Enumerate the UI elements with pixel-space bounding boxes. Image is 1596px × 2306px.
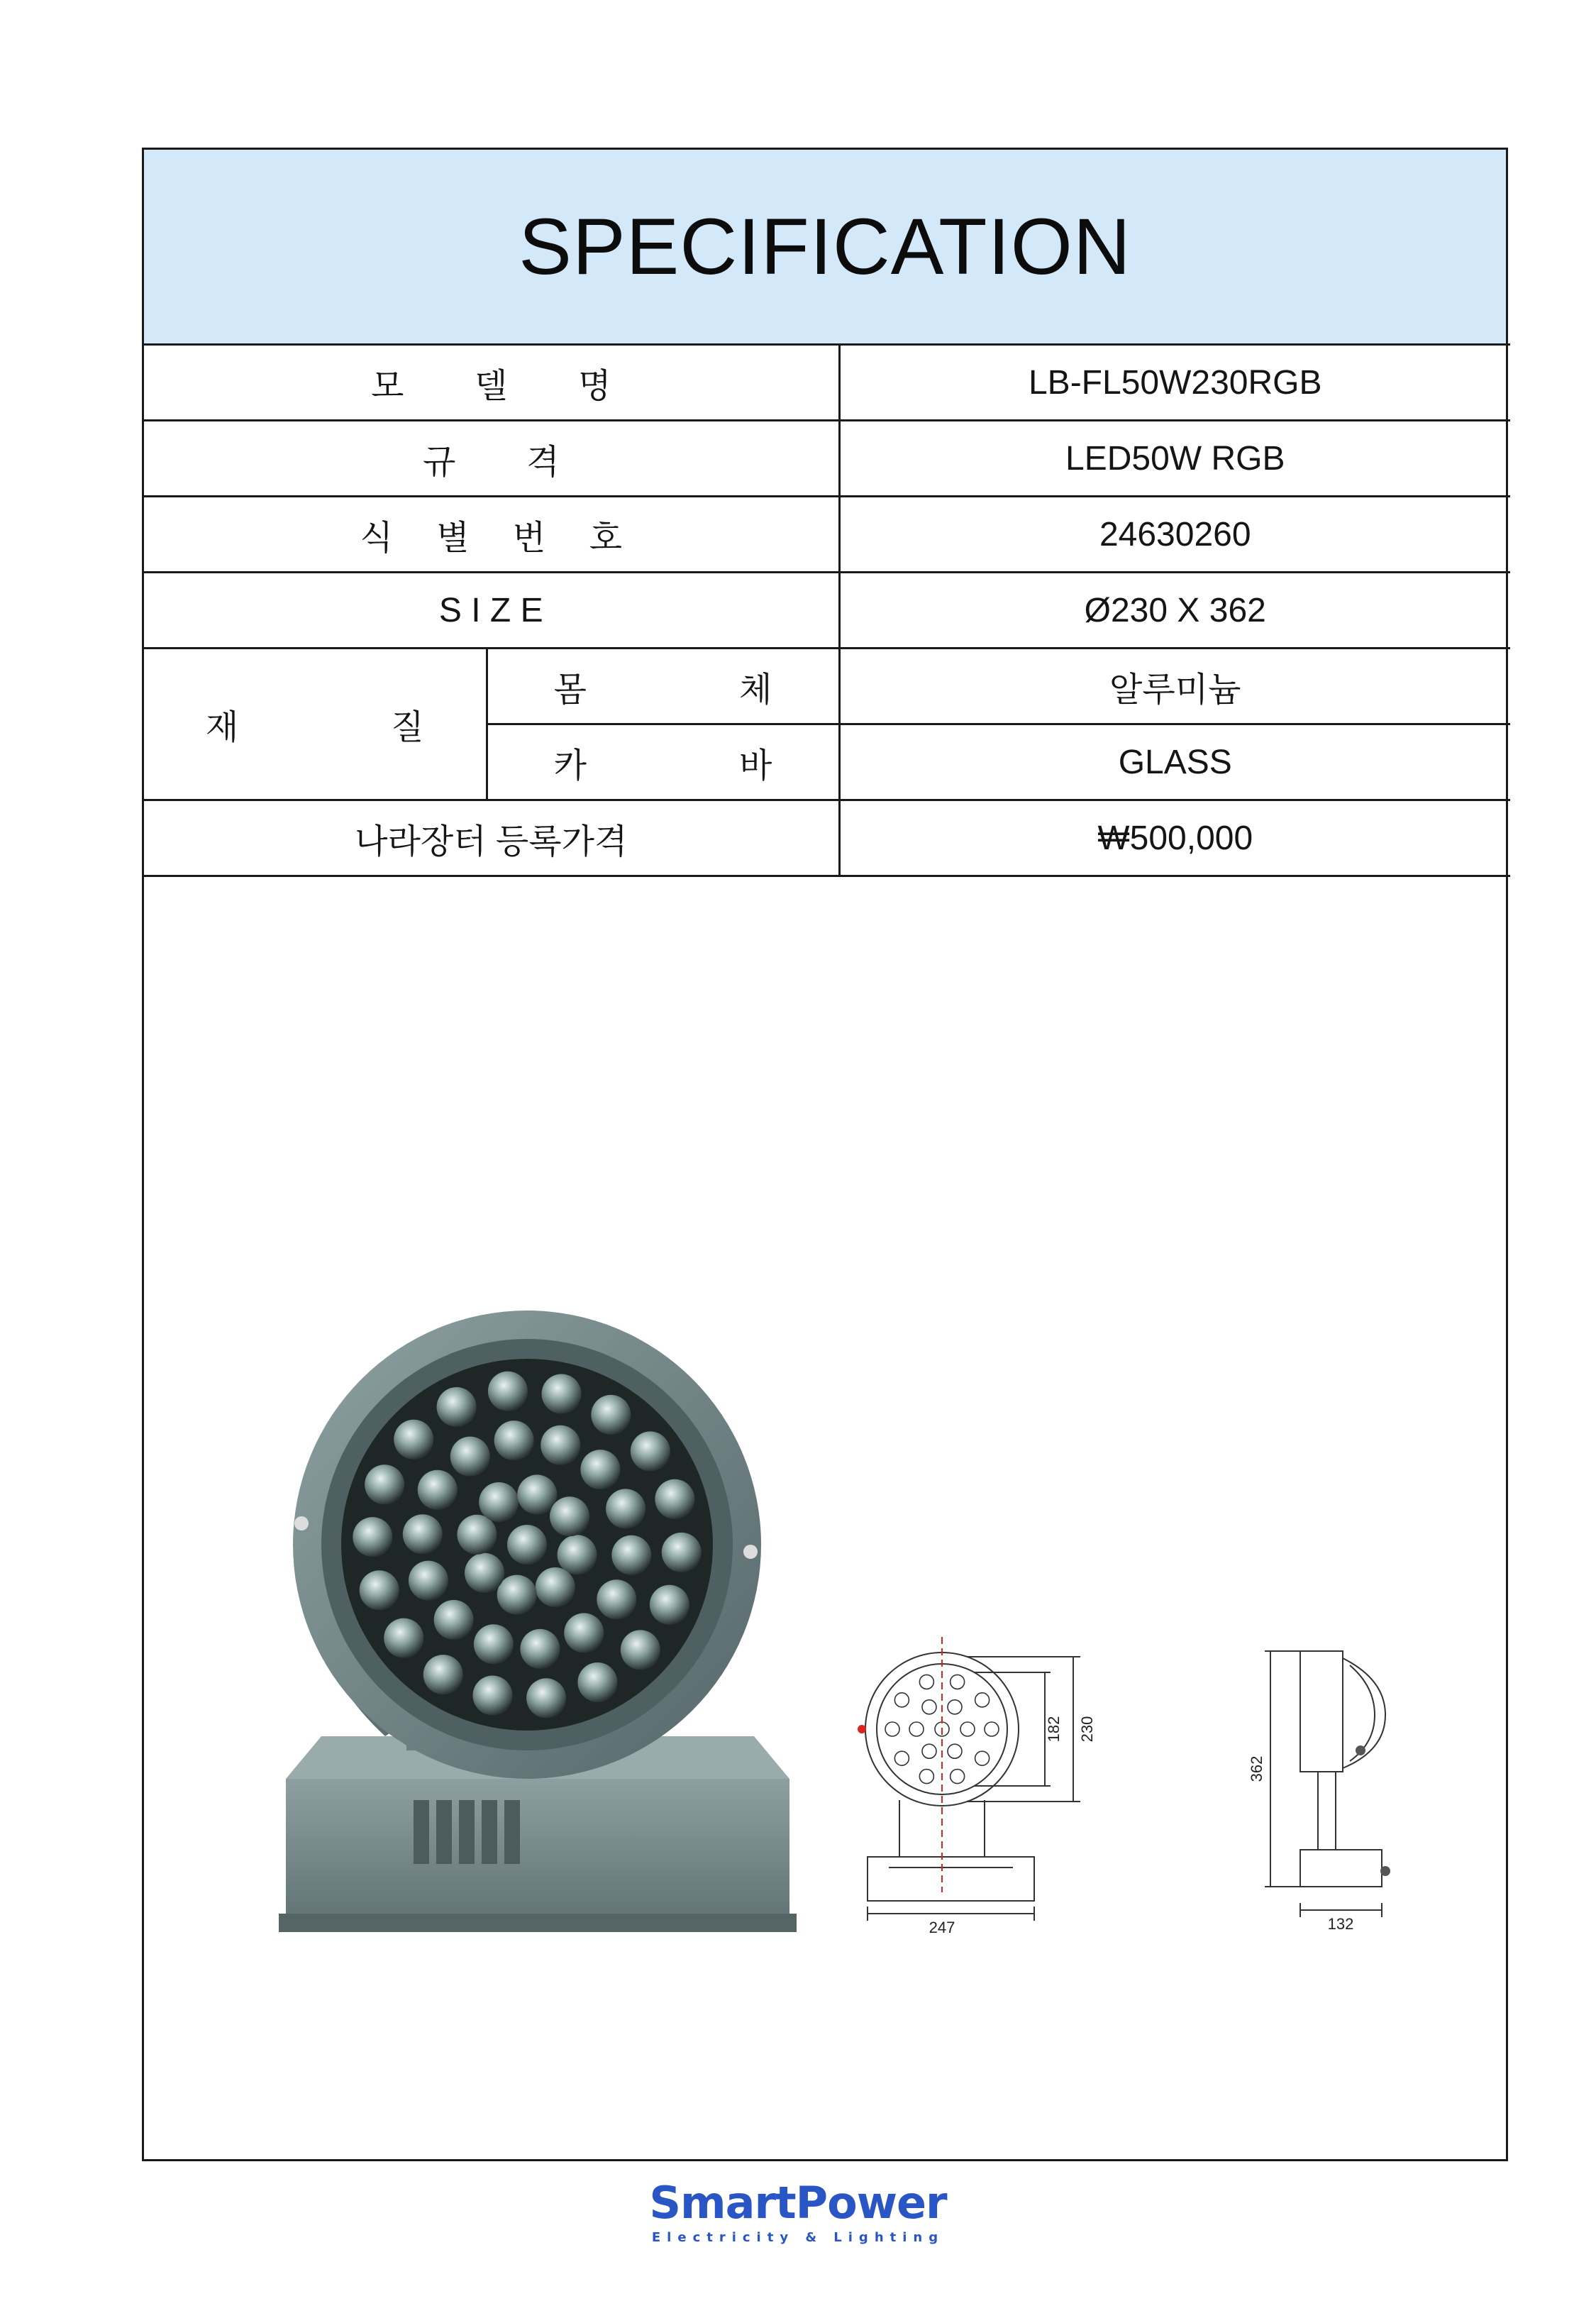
led-lens [606, 1489, 645, 1528]
led-lens [494, 1420, 534, 1460]
size-label: S I Z E [144, 573, 839, 649]
material-label: 재 질 [144, 649, 487, 800]
led-lens [541, 1425, 580, 1465]
model-label: 모 델 명 [144, 345, 839, 421]
led-lens [526, 1678, 566, 1718]
brand-tagline: Electricity & Lighting [651, 2230, 945, 2245]
led-hole [894, 1693, 909, 1707]
brand-logo [0, 2177, 1596, 2245]
led-lens [365, 1464, 404, 1504]
led-lens [450, 1437, 490, 1477]
led-lens [517, 1474, 557, 1514]
led-hole [985, 1722, 999, 1736]
body-label: 몸 체 [487, 649, 839, 724]
side-width-label: 132 [1327, 1915, 1354, 1933]
led-lens [662, 1533, 702, 1572]
led-hole [919, 1675, 933, 1689]
brand-name: SmartPower [649, 2177, 947, 2229]
spec-label: 규 격 [144, 421, 839, 497]
led-lens [479, 1482, 519, 1522]
image-area [144, 1041, 1506, 2162]
id-number-value: 24630260 [839, 497, 1510, 573]
led-lens [465, 1553, 504, 1593]
table-row [144, 497, 1510, 573]
spec-sheet [142, 148, 1508, 2161]
led-lens [353, 1517, 392, 1557]
led-hole [960, 1722, 975, 1736]
cover-value: GLASS [839, 724, 1510, 800]
table-row [144, 345, 1510, 421]
led-lens [631, 1431, 670, 1471]
cover-label: 카 바 [487, 724, 839, 800]
model-value: LB-FL50W230RGB [839, 345, 1510, 421]
table-row [144, 573, 1510, 649]
led-lens [611, 1535, 651, 1575]
body-value: 알루미늄 [839, 649, 1510, 724]
led-lens [472, 1676, 512, 1716]
led-hole [951, 1770, 965, 1784]
front-height-label: 230 [1078, 1716, 1096, 1743]
led-lens [403, 1514, 443, 1554]
led-lens [591, 1395, 631, 1435]
id-number-label: 식 별 번 호 [144, 497, 839, 573]
led-hole [975, 1693, 990, 1707]
led-hole [922, 1744, 936, 1758]
led-lens [384, 1618, 423, 1658]
title-bar [144, 150, 1506, 346]
led-lens [577, 1662, 617, 1702]
page-title: SPECIFICATION [519, 202, 1131, 291]
led-hole [922, 1700, 936, 1714]
led-lens [580, 1450, 620, 1489]
led-lens [418, 1470, 458, 1510]
price-label: 나라장터 등록가격 [144, 800, 839, 876]
table-row [144, 421, 1510, 497]
led-lens [360, 1570, 399, 1610]
led-lens [474, 1624, 514, 1664]
led-lens [409, 1561, 448, 1601]
led-hole [894, 1751, 909, 1765]
led-lens [520, 1629, 560, 1669]
led-hole [885, 1722, 899, 1736]
led-lens [655, 1479, 694, 1519]
spec-table [144, 343, 1510, 877]
product-photo [243, 1282, 839, 1977]
table-row [144, 649, 1510, 724]
led-lens [457, 1515, 497, 1555]
table-row [144, 800, 1510, 876]
led-lens [621, 1630, 660, 1670]
led-lens [650, 1585, 689, 1625]
led-lens [497, 1575, 537, 1615]
led-lens [542, 1374, 582, 1413]
side-height-label: 362 [1248, 1755, 1265, 1782]
led-lens [558, 1535, 597, 1574]
led-hole [919, 1770, 933, 1784]
led-lens [507, 1525, 547, 1565]
lens-height-label: 182 [1045, 1716, 1063, 1743]
led-hole [948, 1700, 962, 1714]
led-lens [434, 1600, 474, 1640]
led-lens [394, 1420, 433, 1460]
technical-drawing [846, 1623, 1400, 1949]
front-width-label: 247 [929, 1919, 955, 1936]
led-lens [536, 1567, 575, 1607]
size-value: Ø230 X 362 [839, 573, 1510, 649]
led-lens [550, 1496, 589, 1536]
price-value: ₩500,000 [839, 800, 1510, 876]
led-hole [951, 1675, 965, 1689]
spec-value: LED50W RGB [839, 421, 1510, 497]
led-hole [909, 1722, 924, 1736]
led-hole [975, 1751, 990, 1765]
led-lens [488, 1372, 528, 1411]
led-lens [437, 1387, 477, 1427]
led-lens [423, 1655, 463, 1694]
led-hole [948, 1744, 962, 1758]
led-lens [564, 1613, 604, 1653]
led-lens [597, 1579, 636, 1619]
